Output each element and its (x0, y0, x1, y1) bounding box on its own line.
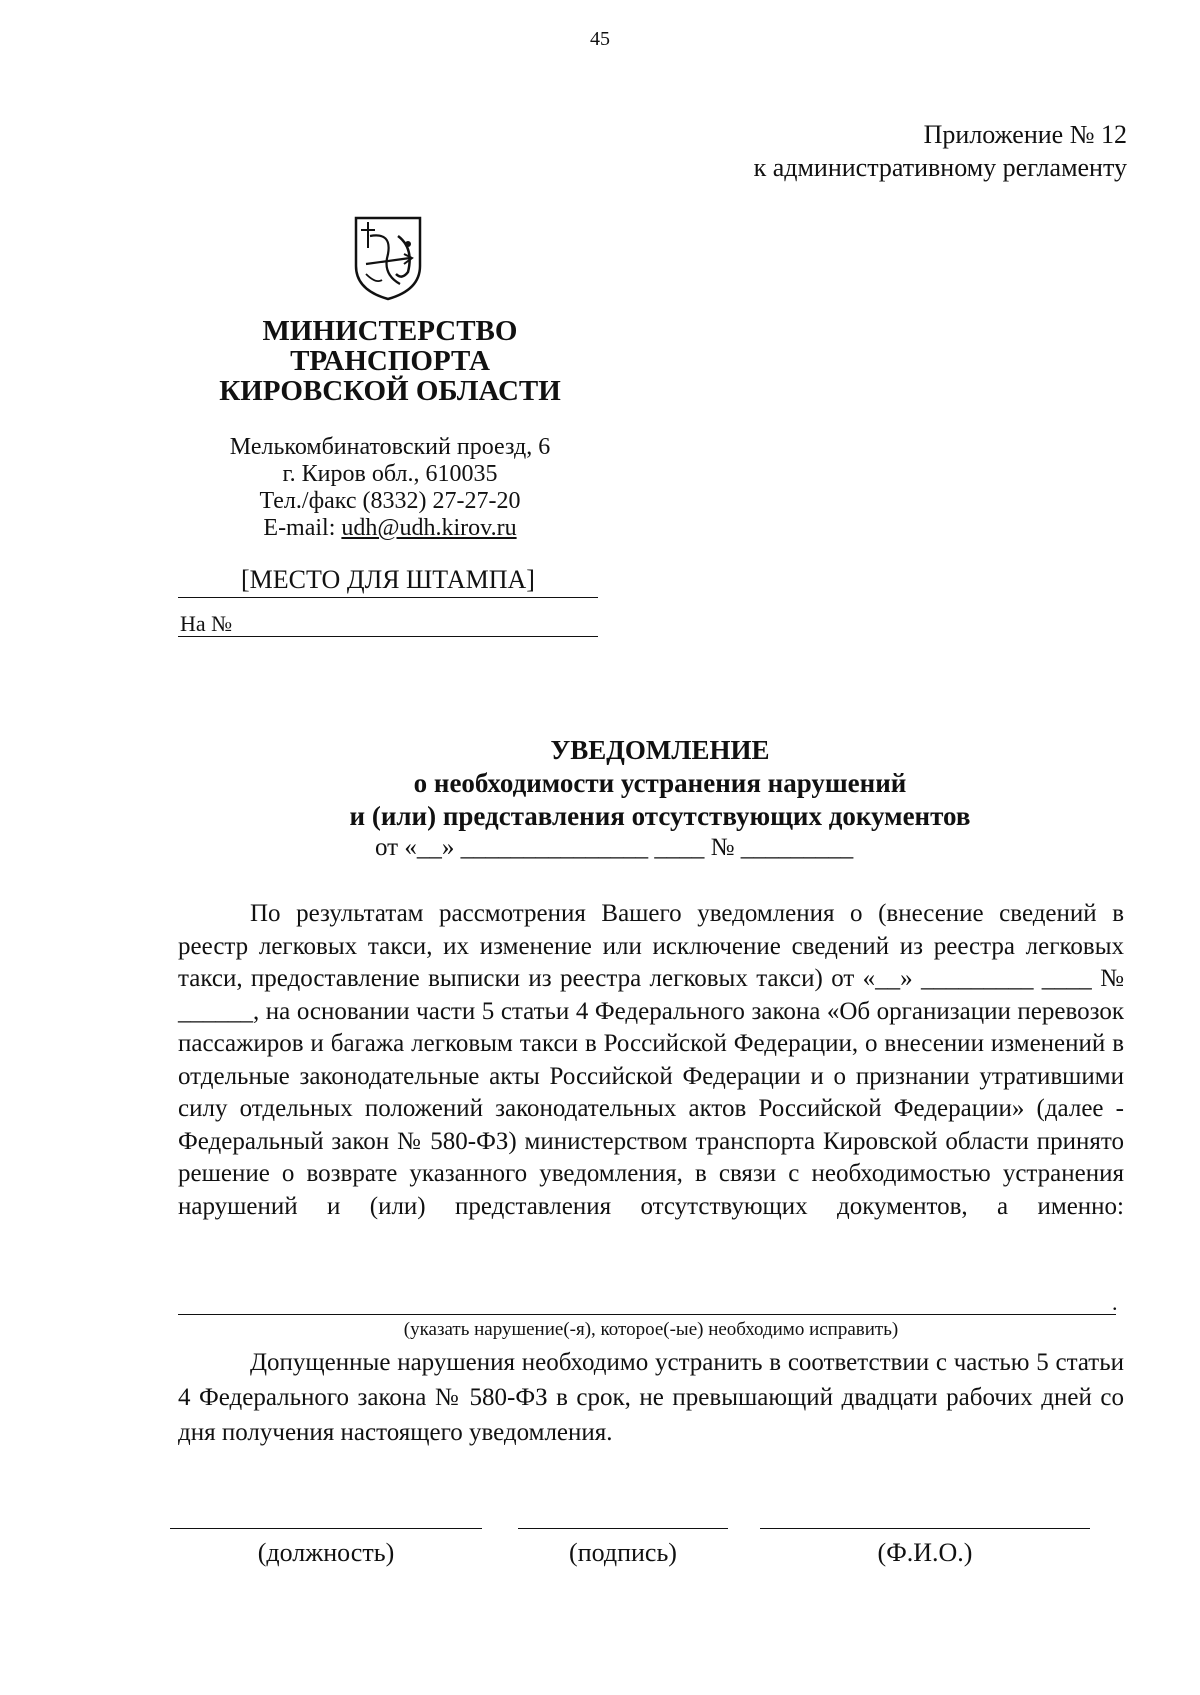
notice-body-2 (178, 1345, 1124, 1450)
reply-number-label: На № (180, 611, 233, 636)
signature-line (518, 1528, 728, 1529)
stamp-underline (178, 597, 598, 598)
notice-subtitle-2: и (или) представления отсутствующих документов (349, 801, 971, 831)
appendix-subtitle: к административному регламенту (753, 153, 1127, 182)
signature-label: (подпись) (569, 1538, 677, 1567)
email-link[interactable]: udh@udh.kirov.ru (341, 515, 517, 541)
notice-heading (200, 734, 1120, 833)
body-paragraph-2: Допущенные нарушения необходимо устранить в соответствии с частью 5 статьи 4 Федерального закона № 580-ФЗ в срок, не превышающий двадцати рабочих дней со дня получения настоящего уведомления. (178, 1349, 1124, 1446)
ministry-line-3: КИРОВСКОЙ ОБЛАСТИ (219, 375, 561, 407)
stamp-placeholder: [МЕСТО ДЛЯ ШТАМПА] (241, 565, 535, 594)
address-email-row (200, 515, 580, 542)
ministry-name (200, 316, 580, 406)
email-label: E-mail: (263, 515, 342, 541)
notice-body (178, 898, 1124, 1223)
notice-title: УВЕДОМЛЕНИЕ (550, 735, 770, 765)
notice-date-line: от «__» _______________ ____ № _________ (375, 834, 854, 861)
appendix-title: Приложение № 12 (923, 120, 1127, 149)
kirov-region-coat-of-arms-icon (352, 214, 424, 302)
ministry-address (200, 434, 580, 542)
violation-fill-end: . (1112, 1290, 1118, 1315)
violation-fill-line (178, 1314, 1116, 1315)
full-name-signature-line (760, 1528, 1090, 1529)
ministry-line-2: ТРАНСПОРТА (290, 345, 490, 377)
position-label: (должность) (257, 1538, 395, 1567)
page-number: 45 (590, 28, 610, 50)
reply-number-underline (178, 636, 598, 637)
notice-subtitle-1: о необходимости устранения нарушений (413, 768, 907, 798)
body-paragraph-1: По результатам рассмотрения Вашего уведомления о (внесение сведений в реестр легковых такси, их изменение или исключение сведений из реестра легковых такси, предоставление выписки из реестра легковых такси) от «__» _________ ____ № ______, на основании части 5 статьи 4 Федерального закона «Об организации перевозок пассажиров и багажа легковым такси в Российской Федерации, о внесении изменений в отдельные законодательные акты Российской Федерации и о признании утратившими силу отдельных положений законодательных актов Российской Федерации» (далее - Федеральный закон № 580-ФЗ) министерством транспорта Кировской области принято решение о возврате указанного уведомления, в связи с необходимостью устранения нарушений и (или) представления отсутствующих документов, а именно: (178, 900, 1124, 1220)
ministry-line-1: МИНИСТЕРСТВО (262, 315, 518, 347)
address-phone: Тел./факс (8332) 27-27-20 (259, 488, 521, 514)
violation-fill-hint: (указать нарушение(-я), которое(-ые) необходимо исправить) (403, 1319, 899, 1340)
position-signature-line (170, 1528, 482, 1529)
full-name-label: (Ф.И.О.) (877, 1538, 973, 1567)
address-street: Мелькомбинатовский проезд, 6 (229, 434, 551, 460)
address-city: г. Киров обл., 610035 (282, 461, 498, 487)
